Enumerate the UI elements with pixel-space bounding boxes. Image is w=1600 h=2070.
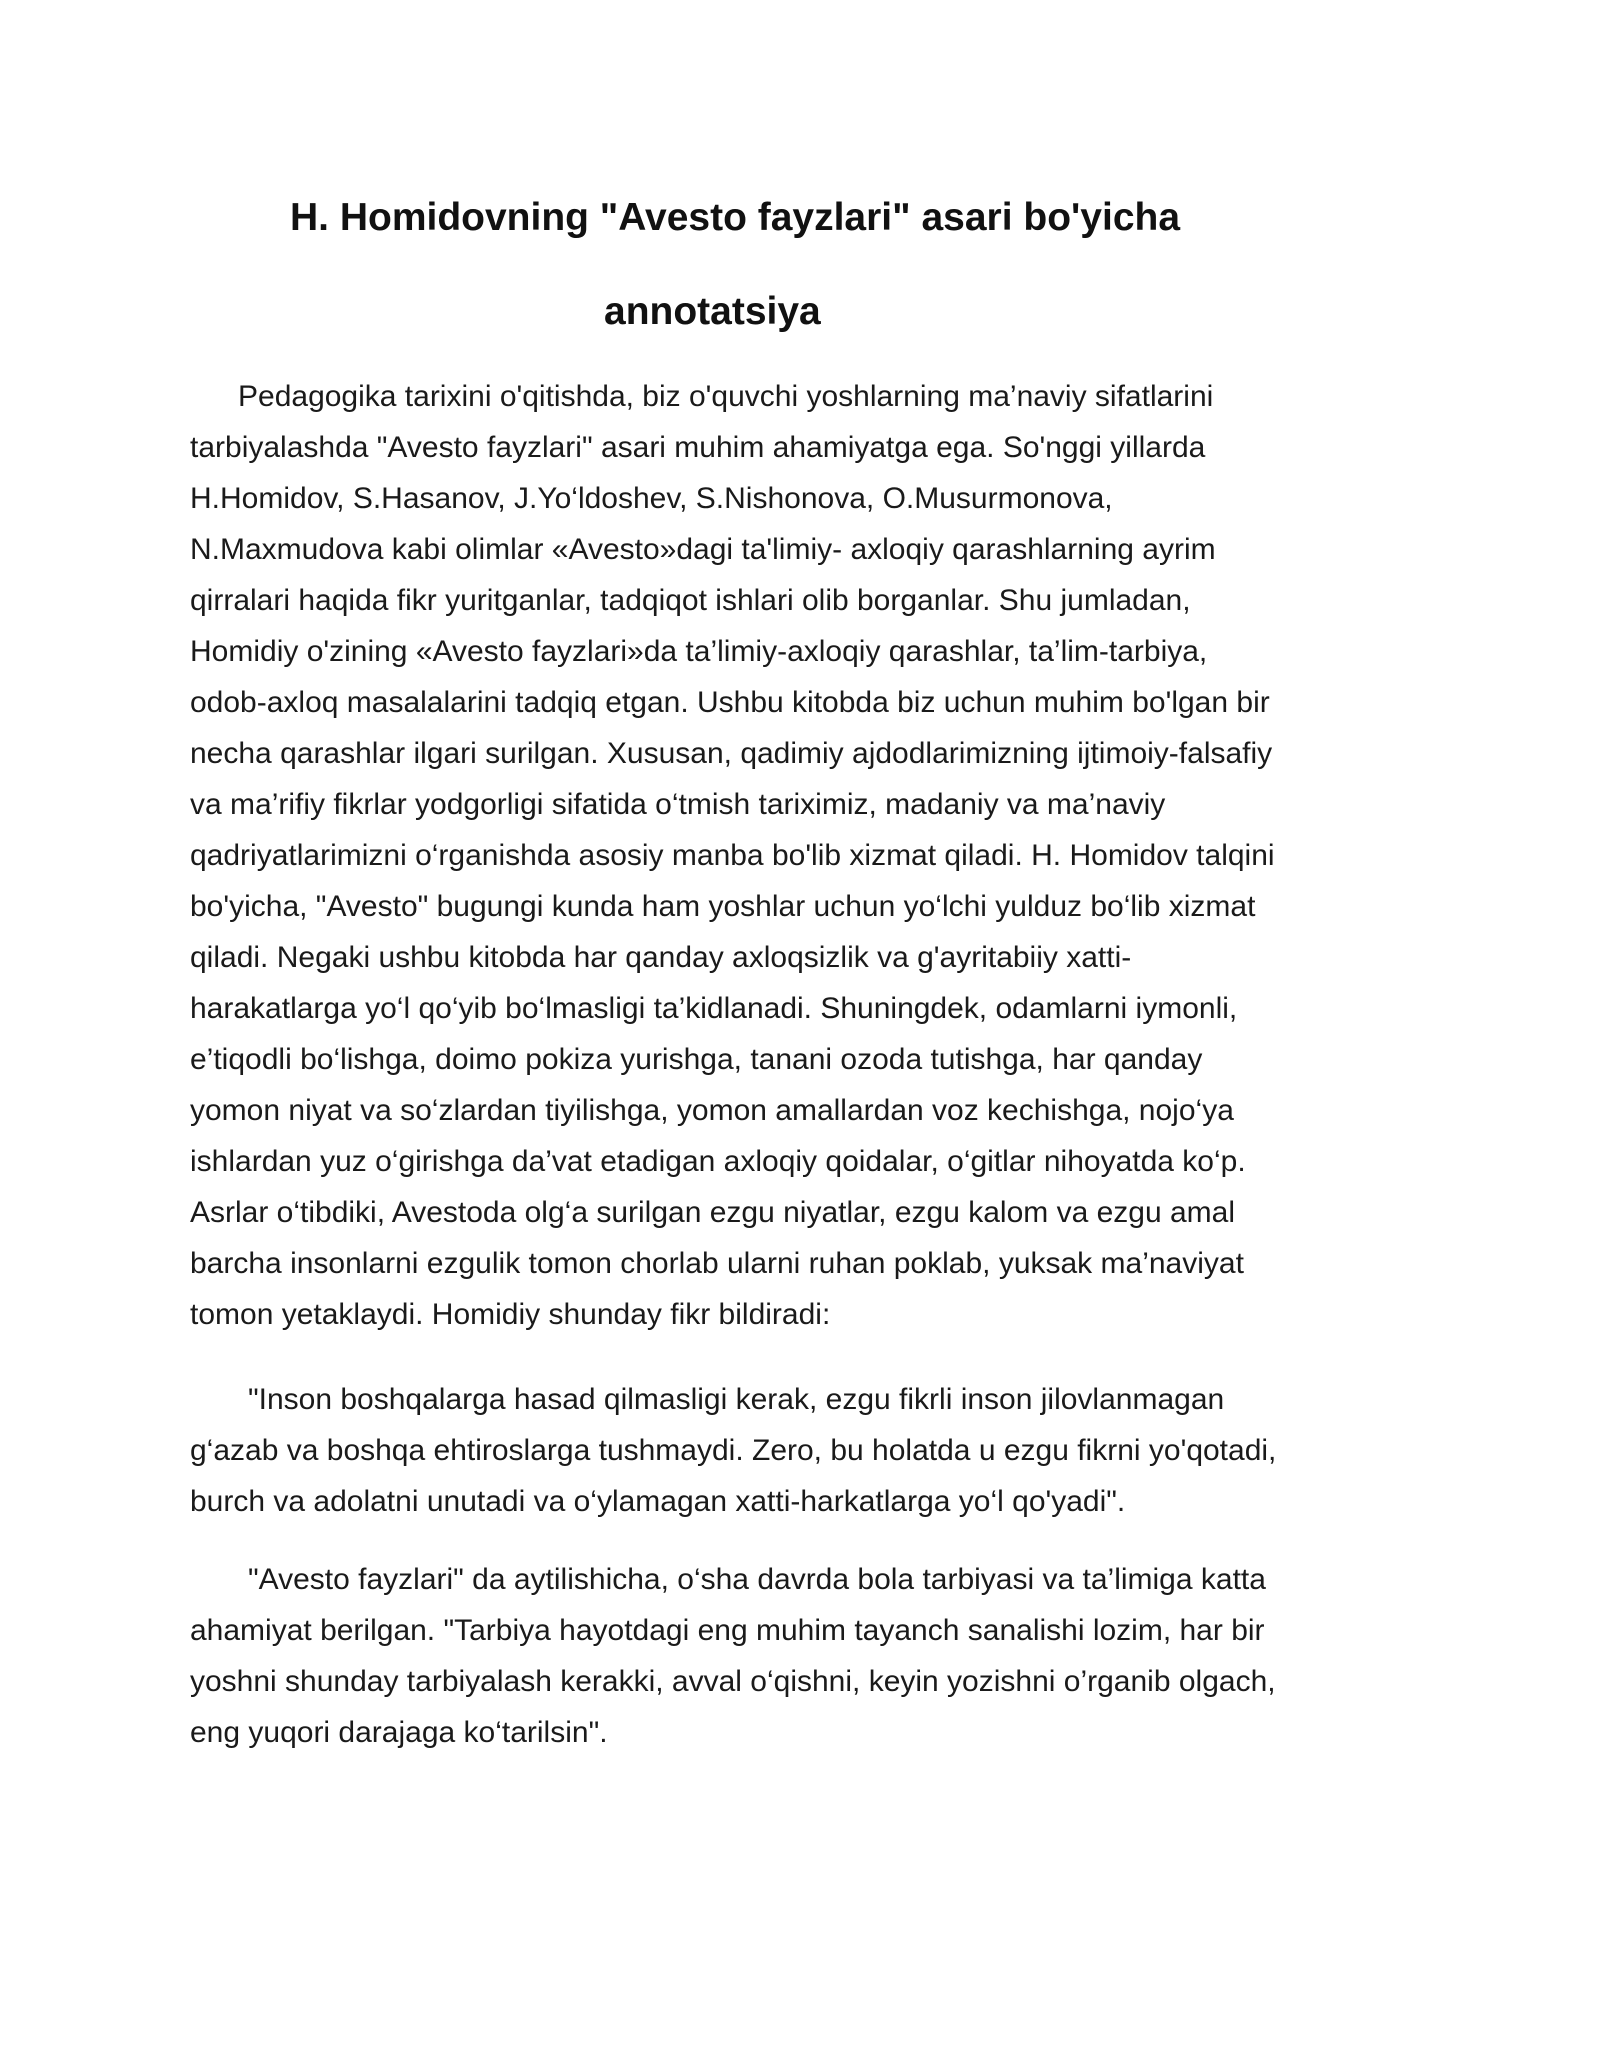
- paragraph-1: [190, 371, 1420, 1340]
- text-line: tomon yetaklaydi. Homidiy shunday fikr bildiradi:: [190, 1298, 831, 1331]
- text-line: qadriyatlarimizni o‘rganishda asosiy manba bo'lib xizmat qiladi. H. Homidov talqini: [190, 839, 1275, 872]
- text-line: bo'yicha, "Avesto" bugungi kunda ham yoshlar uchun yo‘lchi yulduz bo‘lib xizmat: [190, 890, 1256, 923]
- text-line: barcha insonlarni ezgulik tomon chorlab ularni ruhan poklab, yuksak ma’naviyat: [190, 1247, 1244, 1280]
- text-line: N.Maxmudova kabi olimlar «Avesto»dagi ta'limiy- axloqiy qarashlarning ayrim: [190, 533, 1216, 566]
- text-line: "Avesto fayzlari" da aytilishicha, o‘sha davrda bola tarbiyasi va ta’limiga katta: [248, 1563, 1266, 1596]
- text-line: burch va adolatni unutadi va o‘ylamagan xatti-harkatlarga yo‘l qo'yadi".: [190, 1485, 1126, 1518]
- text-line: odob-axloq masalalarini tadqiq etgan. Ushbu kitobda biz uchun muhim bo'lgan bir: [190, 686, 1270, 719]
- document-title-line-1: H. Homidovning "Avesto fayzlari" asari bo'yicha: [290, 196, 1181, 239]
- text-line: g‘azab va boshqa ehtiroslarga tushmaydi. Zero, bu holatda u ezgu fikrni yo'qotadi,: [190, 1434, 1277, 1467]
- text-line: yoshni shunday tarbiyalash kerakki, avval o‘qishni, keyin yozishni o’rganib olgach,: [190, 1665, 1276, 1698]
- text-line: qirralari haqida fikr yuritganlar, tadqiqot ishlari olib borganlar. Shu jumladan,: [190, 584, 1191, 617]
- text-line: va ma’rifiy fikrlar yodgorligi sifatida o‘tmish tariximiz, madaniy va ma’naviy: [190, 788, 1166, 821]
- text-line: Homidiy o'zining «Avesto fayzlari»da ta’limiy-axloqiy qarashlar, ta’lim-tarbiya,: [190, 635, 1208, 668]
- text-line: ahamiyat berilgan. "Tarbiya hayotdagi eng muhim tayanch sanalishi lozim, har bir: [190, 1614, 1265, 1647]
- paragraph-3: [190, 1554, 1420, 1758]
- text-line: yomon niyat va so‘zlardan tiyilishga, yomon amallardan voz kechishga, nojo‘ya: [190, 1094, 1234, 1127]
- document-title-line-2: annotatsiya: [604, 290, 821, 333]
- text-line: tarbiyalashda "Avesto fayzlari" asari muhim ahamiyatga ega. So'nggi yillarda: [190, 431, 1206, 464]
- text-line: "Inson boshqalarga hasad qilmasligi kerak, ezgu fikrli inson jilovlanmagan: [248, 1383, 1225, 1416]
- text-line: necha qarashlar ilgari surilgan. Xususan, qadimiy ajdodlarimizning ijtimoiy-falsafiy: [190, 737, 1273, 770]
- paragraph-2-quote: [190, 1374, 1420, 1527]
- text-line: H.Homidov, S.Hasanov, J.Yo‘ldoshev, S.Nishonova, O.Musurmonova,: [190, 482, 1113, 515]
- text-line: Pedagogika tarixini o'qitishda, biz o'quvchi yoshlarning ma’naviy sifatlarini: [238, 380, 1214, 413]
- text-line: qiladi. Negaki ushbu kitobda har qanday axloqsizlik va g'ayritabiiy xatti-: [190, 941, 1132, 974]
- text-line: e’tiqodli bo‘lishga, doimo pokiza yurishga, tanani ozoda tutishga, har qanday: [190, 1043, 1203, 1076]
- text-line: Asrlar o‘tibdiki, Avestoda olg‘a surilgan ezgu niyatlar, ezgu kalom va ezgu amal: [190, 1196, 1236, 1229]
- text-line: eng yuqori darajaga ko‘tarilsin".: [190, 1716, 608, 1749]
- text-line: ishlardan yuz o‘girishga da’vat etadigan axloqiy qoidalar, o‘gitlar nihoyatda ko‘p.: [190, 1145, 1246, 1178]
- text-line: harakatlarga yo‘l qo‘yib bo‘lmasligi ta’kidlanadi. Shuningdek, odamlarni iymonli,: [190, 992, 1238, 1025]
